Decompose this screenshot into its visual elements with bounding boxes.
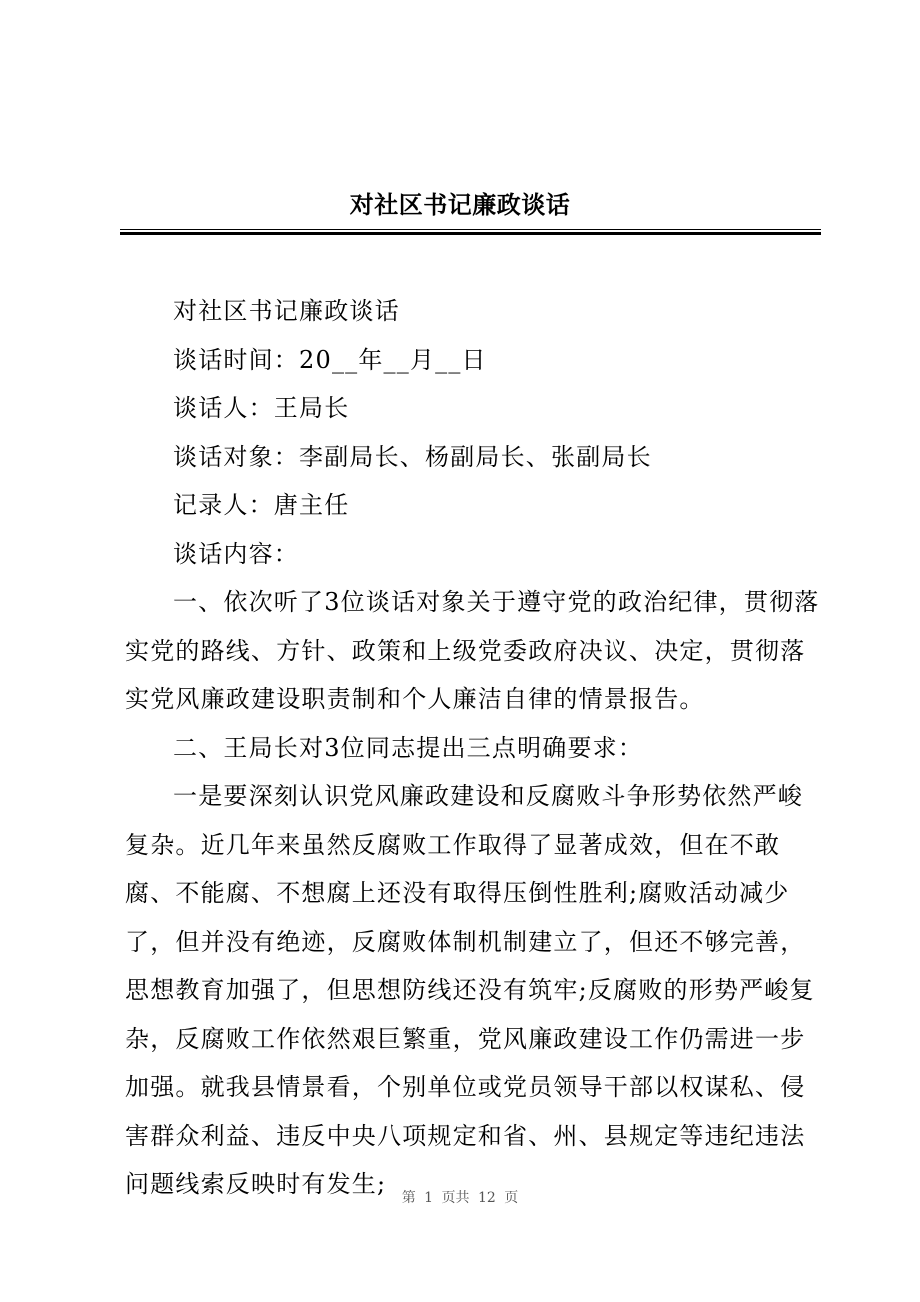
paragraph-speaker: 谈话人：王局长 (173, 394, 350, 422)
paragraph-talk-time: 谈话时间：20__年__月__日 (173, 345, 487, 374)
document-body (125, 287, 825, 1209)
paragraph-section-one: 一、依次听了3位谈话对象关于遵守党的政治纪律，贯彻落实党的路线、方针、政策和上级党委政府决议、决定，贯彻落实党风廉政建设职责制和个人廉洁自律的情景报告。 (125, 588, 820, 713)
title-rule-thin (120, 229, 821, 230)
title-rule-thick (120, 232, 821, 235)
paragraph-section-two: 二、王局长对3位同志提出三点明确要求： (173, 733, 644, 762)
page-footer: 第 1 页共 12 页 (401, 1190, 519, 1206)
paragraph-content-label: 谈话内容： (173, 539, 299, 568)
document-title: 对社区书记廉政谈话 (349, 190, 571, 219)
paragraph-audience: 谈话对象：李副局长、杨副局长、张副局长 (173, 442, 652, 471)
paragraph-heading: 对社区书记廉政谈话 (173, 297, 400, 325)
paragraph-recorder: 记录人：唐主任 (173, 491, 350, 519)
paragraph-requirement-one: 一是要深刻认识党风廉政建设和反腐败斗争形势依然严峻复杂。近几年来虽然反腐败工作取得了显著成效，但在不敢腐、不能腐、不想腐上还没有取得压倒性胜利;腐败活动减少了，但并没有绝迹，反腐败体制机制建立了，但还不够完善，思想教育加强了，但思想防线还没有筑牢;反腐败的形势严峻复杂，反腐败工作依然艰巨繁重，党风廉政建设工作仍需进一步加强。就我县情景看，个别单位或党员领导干部以权谋私、侵害群众利益、违反中央八项规定和省、州、县规定等违纪违法问题线索反映时有发生; (125, 782, 815, 1198)
